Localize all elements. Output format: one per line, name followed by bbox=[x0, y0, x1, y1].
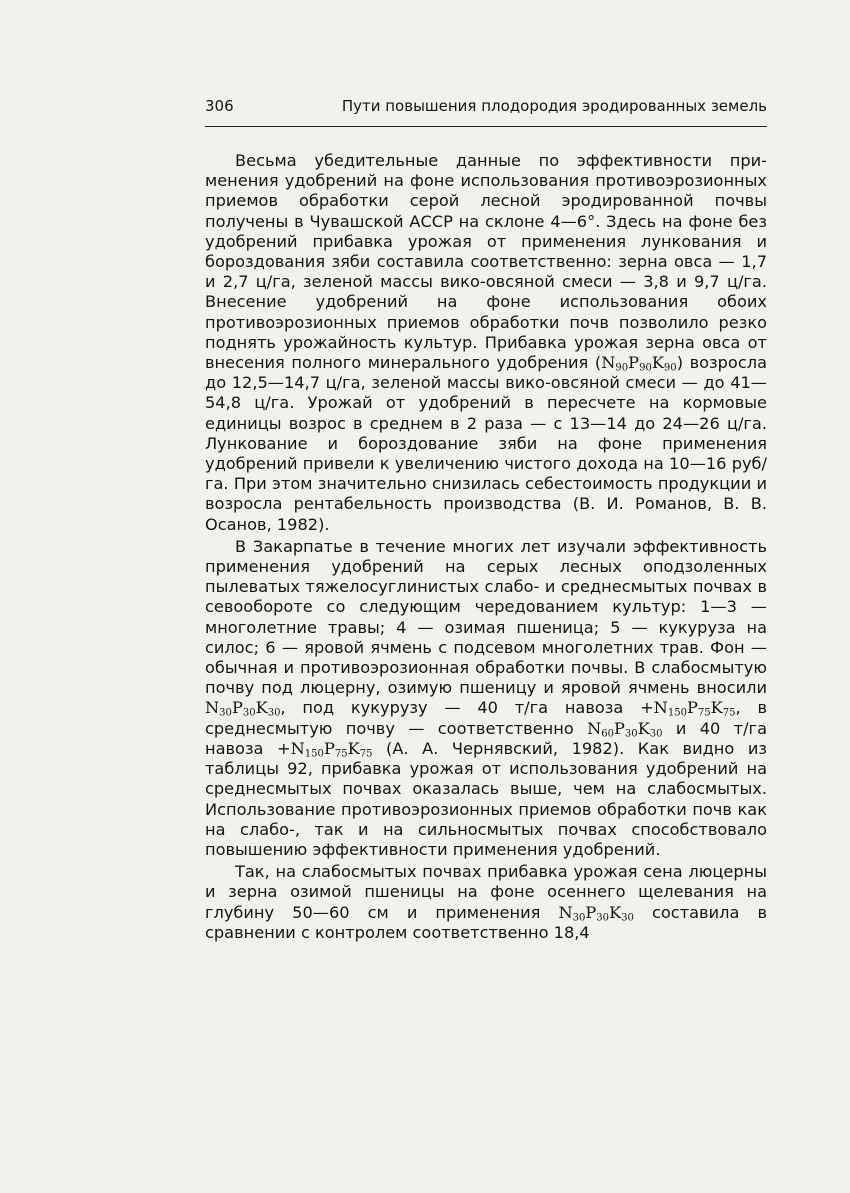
text-run: (А. А. Чернявский, 1982). Как видно из таблицы 92, прибавка урожая от использования удобрений на среднесмытых почвах оказалась выше, чем на слабосмытых. Использование противоэрозионных приемов обработки почв как на слабо-, так и на сильносмытых почвах способствовало повышению эффективности применения удобрений. bbox=[205, 738, 767, 859]
element-symbol: N bbox=[205, 698, 220, 718]
element-symbol: P bbox=[687, 698, 698, 718]
text-run: Весьма убедительные данные по эффективности применения удобрений на фоне использования противоэрозионных приемов обработки серой лесной эродированной почвы получены в Чувашской АССР на склоне 4—6°. Здесь на фоне без удобрений прибавка урожая от применения лункования и бороздования зяби составила соответственно: зерна овса — 1,7 и 2,7 ц/га, зеленой массы вико-овсяной смеси — 3,8 и 9,7 ц/га. Внесение удобрений на фоне использования обоих противоэрозионных приемов обработки почв позволило резко поднять урожайность культур. Прибавка урожая зерна овса от внесения полного минерального удобрения ( bbox=[205, 151, 767, 373]
element-symbol: N bbox=[290, 738, 305, 758]
element-dose: 75 bbox=[697, 707, 711, 719]
element-dose: 30 bbox=[242, 707, 256, 719]
body-text bbox=[205, 151, 767, 943]
element-symbol: N bbox=[558, 902, 573, 922]
text-run: , в среднесмытую почву — соответственно bbox=[205, 698, 767, 738]
fertilizer-formula bbox=[654, 698, 736, 717]
element-dose: 60 bbox=[601, 728, 615, 740]
element-dose: 30 bbox=[621, 912, 634, 924]
element-symbol: P bbox=[323, 738, 335, 758]
fertilizer-formula bbox=[291, 739, 373, 758]
element-dose: 150 bbox=[667, 707, 687, 719]
element-symbol: N bbox=[587, 718, 602, 738]
element-symbol: N bbox=[653, 698, 668, 718]
element-dose: 30 bbox=[649, 728, 663, 740]
text-run: , под кукурузу — 40 т/га навоза + bbox=[280, 698, 654, 718]
element-symbol: P bbox=[231, 698, 243, 718]
page-number: 306 bbox=[205, 97, 234, 115]
element-dose: 30 bbox=[219, 707, 232, 719]
element-dose: 75 bbox=[722, 707, 736, 719]
element-symbol: K bbox=[637, 718, 650, 738]
fertilizer-formula bbox=[558, 903, 633, 922]
fertilizer-formula bbox=[587, 719, 662, 738]
element-symbol: K bbox=[609, 902, 622, 922]
element-dose: 30 bbox=[267, 707, 281, 719]
element-dose: 75 bbox=[359, 748, 373, 760]
fertilizer-formula bbox=[205, 698, 280, 717]
element-dose: 90 bbox=[615, 362, 629, 374]
text-run: Так, на слабосмытых почвах прибавка урожая сена люцерны и зерна озимой пшеницы на фоне осеннего щелевания на глубину 50—60 см и применения bbox=[205, 862, 767, 922]
element-symbol: K bbox=[255, 698, 268, 718]
running-title: Пути повышения плодородия эродированных земель bbox=[341, 97, 767, 115]
paragraph-slightly-eroded-soils bbox=[205, 862, 767, 943]
paragraph-chuvash-experiment bbox=[205, 151, 767, 535]
paragraph-zakarpattia-experiment bbox=[205, 537, 767, 860]
element-symbol: P bbox=[585, 902, 597, 922]
element-dose: 90 bbox=[663, 362, 677, 374]
element-symbol: P bbox=[628, 353, 640, 373]
element-symbol: P bbox=[614, 718, 625, 738]
page-header bbox=[205, 94, 767, 127]
element-symbol: K bbox=[347, 738, 360, 758]
element-dose: 30 bbox=[596, 912, 610, 924]
element-dose: 75 bbox=[334, 748, 348, 760]
element-symbol: K bbox=[651, 353, 664, 373]
text-run: составила в сравнении с контролем соответственно 18,4 bbox=[205, 902, 767, 942]
element-symbol: N bbox=[601, 353, 616, 373]
element-dose: 30 bbox=[572, 912, 586, 924]
text-run: и 40 т/га навоза + bbox=[205, 718, 767, 758]
element-symbol: K bbox=[710, 698, 723, 718]
element-dose: 150 bbox=[304, 748, 324, 760]
text-run: ) возросла до 12,5—14,7 ц/га, зеленой массы вико-овсяной смеси — до 41—54,8 ц/га. Урожай от удобрений в пересчете на кормовые единицы возрос в среднем в 2 раза — с 13—14 до 24—26 ц/га. Лункование и бороздование зяби на фоне применения удобрений привели к увеличению чистого дохода на 10—16 руб/га. При этом значительно снизилась себестоимость продукции и возросла рентабельность производства (В. И. Романов, В. В. Осанов, 1982). bbox=[205, 353, 767, 534]
element-dose: 30 bbox=[624, 728, 638, 740]
element-dose: 90 bbox=[639, 362, 652, 374]
fertilizer-formula bbox=[601, 353, 676, 372]
text-run: В Закарпатье в течение многих лет изучали эффективность применения удобрений на серых лесных оподзоленных пылеватых тяжелосуглинистых слабо- и среднесмытых почвах в севообороте со следующим чередованием культур: 1—3 — многолетние травы; 4 — озимая пшеница; 5 — кукуруза на силос; 6 — яровой ячмень с подсевом многолетних трав. Фон — обычная и противоэрозионная обработки почвы. В слабосмытую почву под люцерну, озимую пшеницу и яровой ячмень вносили bbox=[205, 536, 767, 698]
